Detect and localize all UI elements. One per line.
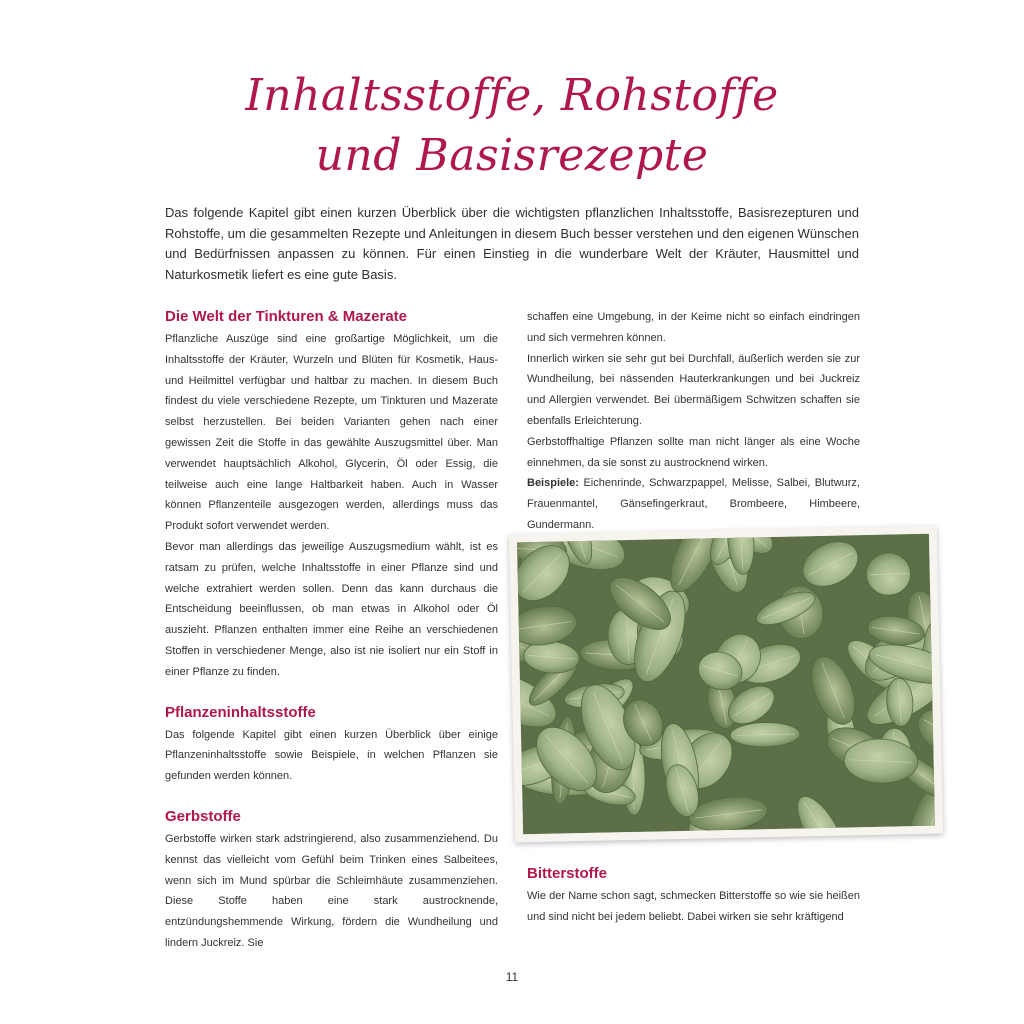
paragraph-pflanzeninhaltsstoffe: Das folgende Kapitel gibt einen kurzen Überblick über einige Pflanzeninhaltsstoffe sowie Beispiele, in welchen Pflanzen sie gefunden werden können. (165, 728, 498, 783)
heading-bitterstoffe: Bitterstoffe (527, 865, 608, 882)
intro-paragraph: Das folgende Kapitel gibt einen kurzen Überblick über die wichtigsten pflanzlichen Inhaltsstoffe, Basisrezepturen und Rohstoffe, um die gesammelten Rezepte und Anleitungen in diesem Buch besser verstehen und den eigenen Wünschen und Bedürfnissen anpassen zu können. Für einen Einstieg in die wunderbare Welt der Kräuter, Hausmittel und Naturkosmetik liefert es eine gute Basis. (165, 205, 859, 282)
paragraph-bitterstoffe: Wie der Name schon sagt, schmecken Bitterstoffe so wie sie heißen und sind nicht bei jedem beliebt. Dabei wirken sie sehr kräftigend (527, 890, 860, 923)
examples-text: Eichenrinde, Schwarzpappel, Melisse, Salbei, Blutwurz, Frauenmantel, Gänsefingerkraut, Brombeere, Himbeere, Gundermann. (527, 477, 860, 531)
chapter-title (0, 66, 1024, 186)
heading-pflanzeninhaltsstoffe: Pflanzeninhaltsstoffe (165, 703, 316, 721)
paragraph-tinkturen-1: Pflanzliche Auszüge sind eine großartige Möglichkeit, um die Inhaltsstoffe der Kräuter, Wurzeln und Blüten für Kosmetik, Haus- und Heilmittel verfügbar und haltbar zu machen. In diesem Buch findest du viele verschiedene Rezepte, um Tinkturen und Mazerate selbst herzustellen. Bei beiden Varianten gehen nach einer gewissen Zeit die Stoffe in das gewählte Auszugsmittel über. Man verwendet hauptsächlich Alkohol, Glycerin, Öl oder Essig, die teilweise auch eine lange Haltbarkeit haben. Auch in Wasser können Pflanzenteile ausgezogen werden, allerdings muss das Produkt sofort verwendet werden. (165, 333, 498, 533)
paragraph-right-3: Gerbstoffhaltige Pflanzen sollte man nicht länger als eine Woche einnehmen, da sie sonst zu austrocknend wirken. (527, 435, 860, 469)
paragraph-right-2: Innerlich wirken sie sehr gut bei Durchfall, äußerlich werden sie zur Wundheilung, bei nässenden Hauterkrankungen und bei Juckreiz und Allergien verwendet. Bei übermäßigem Schwitzen schaffen sie ebenfalls Erleichterung. (527, 352, 860, 427)
chapter-title-line1: Inhaltsstoffe, Rohstoffe (245, 70, 779, 121)
paragraph-examples (527, 473, 860, 535)
paragraph-gerbstoffe: Gerbstoffe wirken stark adstringierend, also zusammenziehend. Du kennst das vielleicht vom Gefühl beim Trinken eines Salbeitees, wenn sich im Mund spürbar die Schleimhäute zusammenziehen. Diese Stoffe haben eine stark austrocknende, entzündungshemmende Wirkung, fördern die Wundheilung und lindern Juckreiz. Sie (165, 832, 498, 949)
sage-photo-frame (509, 526, 943, 843)
heading-tinkturen: Die Welt der Tinkturen & Mazerate (165, 308, 408, 325)
chapter-title-line2: und Basisrezepte (315, 130, 709, 181)
examples-label: Beispiele: (527, 477, 579, 490)
right-column (527, 307, 860, 536)
paragraph-tinkturen-2: Bevor man allerdings das jeweilige Auszugsmedium wählt, ist es ratsam zu prüfen, welche Inhaltsstoffe in einer Pflanze sind und welche extrahiert werden sollen. Denn das kann durchaus die Entscheidung beeinflussen, ob man etwas in Alkohol oder Öl auszieht. Pflanzen enthalten immer eine Reihe an verschiedenen Stoffen in verschiedener Menge, also ist nie isoliert nur ein Stoff in einer Pflanze zu finden. (165, 540, 498, 678)
paragraph-right-1: schaffen eine Umgebung, in der Keime nicht so einfach eindringen und sich vermehren können. (527, 311, 860, 344)
page-number: 11 (505, 970, 519, 984)
left-column (165, 305, 498, 954)
heading-gerbstoffe: Gerbstoffe (165, 807, 241, 825)
sage-leaves-photo (517, 534, 935, 835)
bitterstoffe-section (527, 862, 860, 928)
